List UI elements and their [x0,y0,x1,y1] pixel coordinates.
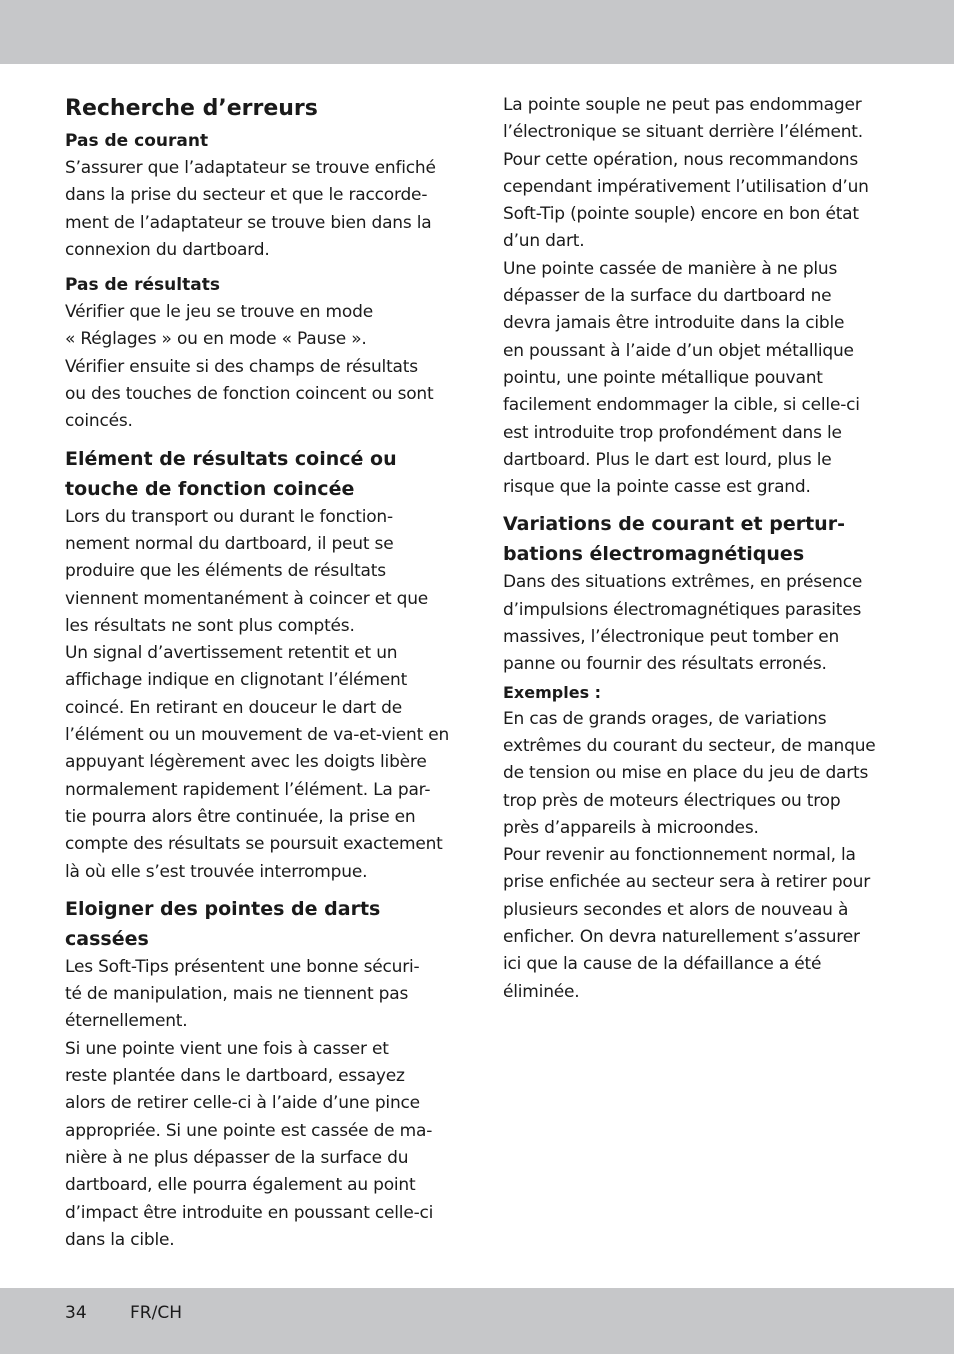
page-title: Recherche d’erreurs [65,96,318,121]
section-text-power-variations: Dans des situations extrêmes, en présence d’impulsions électromagnétiques parasites massives, l’électronique peut tomber en panne ou fournir des résultats erronés. [503,572,863,675]
page-number: 34 [65,1303,87,1323]
header-band [0,0,954,64]
language-code: FR/CH [130,1303,182,1323]
section-text-no-power: S’assurer que l’adaptateur se trouve enfiché dans la prise du secteur et que le raccorde- ment de l’adaptateur se trouve bien dans la connexion du dartboard. [65,158,436,260]
right-column [503,92,893,1006]
examples-label: Exemples : [503,682,602,702]
section-text-broken-tips: Les Soft-Tips présentent une bonne sécuri- té de manipulation, mais ne tiennent pas éternellement. Si une pointe vient une fois à casser et reste plantée dans le dartboard, essayez alors de retirer celle-ci à l’aide d’une pince appropriée. Si une pointe est cassée de ma- nière à ne plus dépasser de la surface du dartboard, elle pourra également au point d’impact être introduite en poussant celle-ci dans la cible. [65,956,434,1250]
section-heading-power-variations: Variations de courant et pertur- bations électromagnétiques [503,513,845,566]
section-heading-stuck-element: Elément de résultats coincé ou touche de fonction coincée [65,447,397,500]
section-heading-no-results: Pas de résultats [65,275,220,296]
section-text-soft-tip: La pointe souple ne peut pas endommager l’électronique se situant derrière l’élément. Pour cette opération, nous recommandons cependant impérativement l’utilisation d’un Soft-Tip (pointe souple) encore en bon état d’un dart. Une pointe cassée de manière à ne plus dépasser de la surface du dartboard ne devra jamais être introduite dans la cible en poussant à l’aide d’un objet métallique pointu, une pointe métallique pouvant facilement endommager la cible, si celle-ci est introduite trop profondément dans le dartboard. Plus le dart est lourd, plus le risque que la pointe casse est grand. [503,95,869,498]
section-text-no-results: Vérifier que le jeu se trouve en mode « Réglages » ou en mode « Pause ». Vérifier ensuite si des champs de résultats ou des touches de fonction coincent ou sont coincés. [65,302,434,432]
section-text-stuck-element: Lors du transport ou durant le fonction- nement normal du dartboard, il peut se produire que les éléments de résultats viennent momentanément à coincer et que les résultats ne sont plus comptés. Un signal d’avertissement retentit et un affichage indique en clignotant l’élément coincé. En retirant en douceur le dart de l’élément ou un mouvement de va-et-vient en appuyant légèrement avec les doigts libère normalement rapidement l’élément. La par- tie pourra alors être continuée, la prise en compte des résultats se poursuit exactement là où elle s’est trouvée interrompue. [65,506,450,882]
section-heading-broken-tips: Eloigner des pointes de darts cassées [65,897,381,950]
section-heading-no-power: Pas de courant [65,131,209,151]
examples-text: En cas de grands orages, de variations extrêmes du courant du secteur, de manque de tension ou mise en place du jeu de darts trop près de moteurs électriques ou trop près d’appareils à microondes. Pour revenir au fonctionnement normal, la prise enfichée au secteur sera à retirer pour plusieurs secondes et alors de nouveau à enficher. On devra naturellement s’assurer ici que la cause de la défaillance a été éliminée. [503,708,876,1002]
left-column [65,92,455,1254]
